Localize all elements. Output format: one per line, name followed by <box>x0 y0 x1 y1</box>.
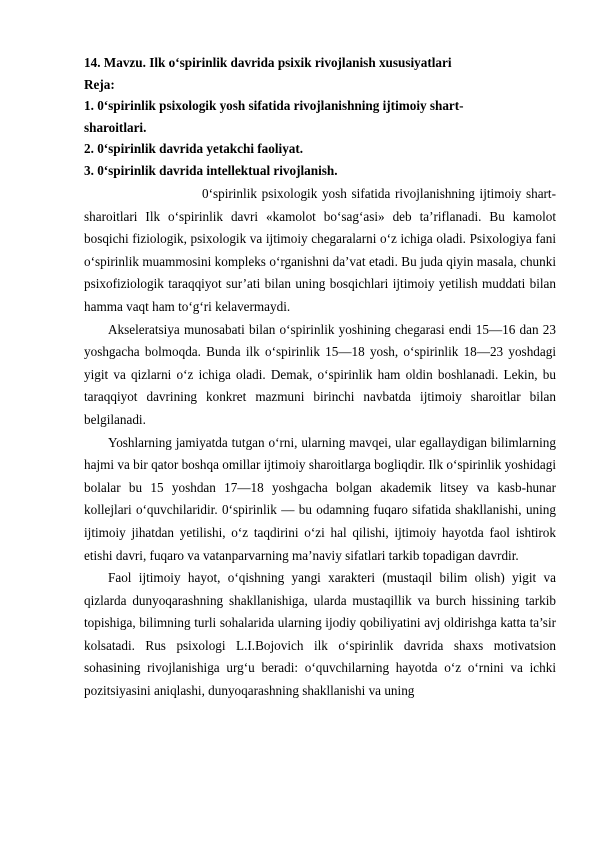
document-body <box>84 52 556 703</box>
paragraph-4: Faol ijtimoiy hayot, o‘qishning yangi xarakteri (mustaqil bilim olish) yigit va qizlarda dunyoqarashning shakllanishiga, ularda mustaqillik va burch hissining tarkib topishiga, bilimning turli sohalarida ularning ijodiy qobiliyatini avj oldirishga katta ta’sir kolsatadi. Rus psixologi L.I.Bojovich ilk o‘spirinlik davrida shaxs motivatsion sohasining rivojlanishiga urg‘u beradi: o‘quvchilarning hayotda o‘z o‘rnini va ichki pozitsiyasini aniqlashi, dunyoqarashning shakllanishi va uning <box>84 570 556 699</box>
plan-label: Reja: <box>84 76 115 92</box>
plan-item-2-line1: 2. 0‘spirinlik davrida yetakchi faoliyat. <box>84 141 304 156</box>
plan-item-3 <box>84 160 556 182</box>
paragraph-1: 0‘spirinlik psixologik yosh sifatida rivojlanishning ijtimoiy shart-sharoitlari Ilk o‘spirinlik davri «kamolot bo‘sag‘asi» deb ta’riflanadi. Bu kamolot bosqichi fiziologik, psixologik va ijtimoiy chegaralarni o‘z ichiga oladi. Psixologiya fani o‘spirinlik muammosini kompleks o‘rganishni da’vat etadi. Bu juda qiyin masala, chunki psixofiziologik taraqqiyot sur’ati bilan uning bosqichlari ijtimoiy yetilish muddati bilan hamma vaqt ham to‘g‘ri kelavermaydi. <box>84 186 556 314</box>
page-title: 14. Mavzu. Ilk o‘spirinlik davrida psixik rivojlanish xususiyatlari <box>84 55 452 70</box>
plan-item-3-line1: 3. 0‘spirinlik davrida intellektual rivojlanish. <box>84 162 338 178</box>
plan-item-2 <box>84 138 556 160</box>
paragraph-3: Yoshlarning jamiyatda tutgan o‘rni, ularning mavqei, ular egallaydigan bilimlarning hajmi va bir qator boshqa omillar ijtimoiy sharoitlarga bogliqdir. Ilk o‘spirinlik yoshidagi bolalar bu 15 yoshdan 17—18 yoshgacha bolgan akademik litsey va kasb-hunar kollejlari o‘quvchilaridir. 0‘spirinlik — bu odamning fuqaro sifatida shakllanishi, uning ijtimoiy jihatdan yetilishi, o‘z taqdirini o‘zi hal qilishi, ijtimoiy hayotda faol ishtirok etishi davri, fuqaro va vatanparvarning ma’naviy sifatlari tarkib topadigan davrdir. <box>84 434 556 563</box>
plan-item-1 <box>84 95 556 138</box>
plan-item-1-line2: sharoitlari. <box>84 119 147 135</box>
paragraph-2: Akseleratsiya munosabati bilan o‘spirinlik yoshining chegarasi endi 15—16 dan 23 yoshgacha bolmoqda. Bunda ilk o‘spirinlik 15—18 yosh, o‘spirinlik 18—23 yoshdagi yigit va qizlarni o‘z ichiga oladi. Demak, o‘spirinlik ham oldin boshlanadi. Lekin, bu taraqqiyot davrining konkret mazmuni birinchi navbatda ijtimoiy sharoitlar bilan belgilanadi. <box>84 321 556 427</box>
plan-item-1-line1: 1. 0‘spirinlik psixologik yosh sifatida rivojlanishning ijtimoiy shart- <box>84 98 464 113</box>
